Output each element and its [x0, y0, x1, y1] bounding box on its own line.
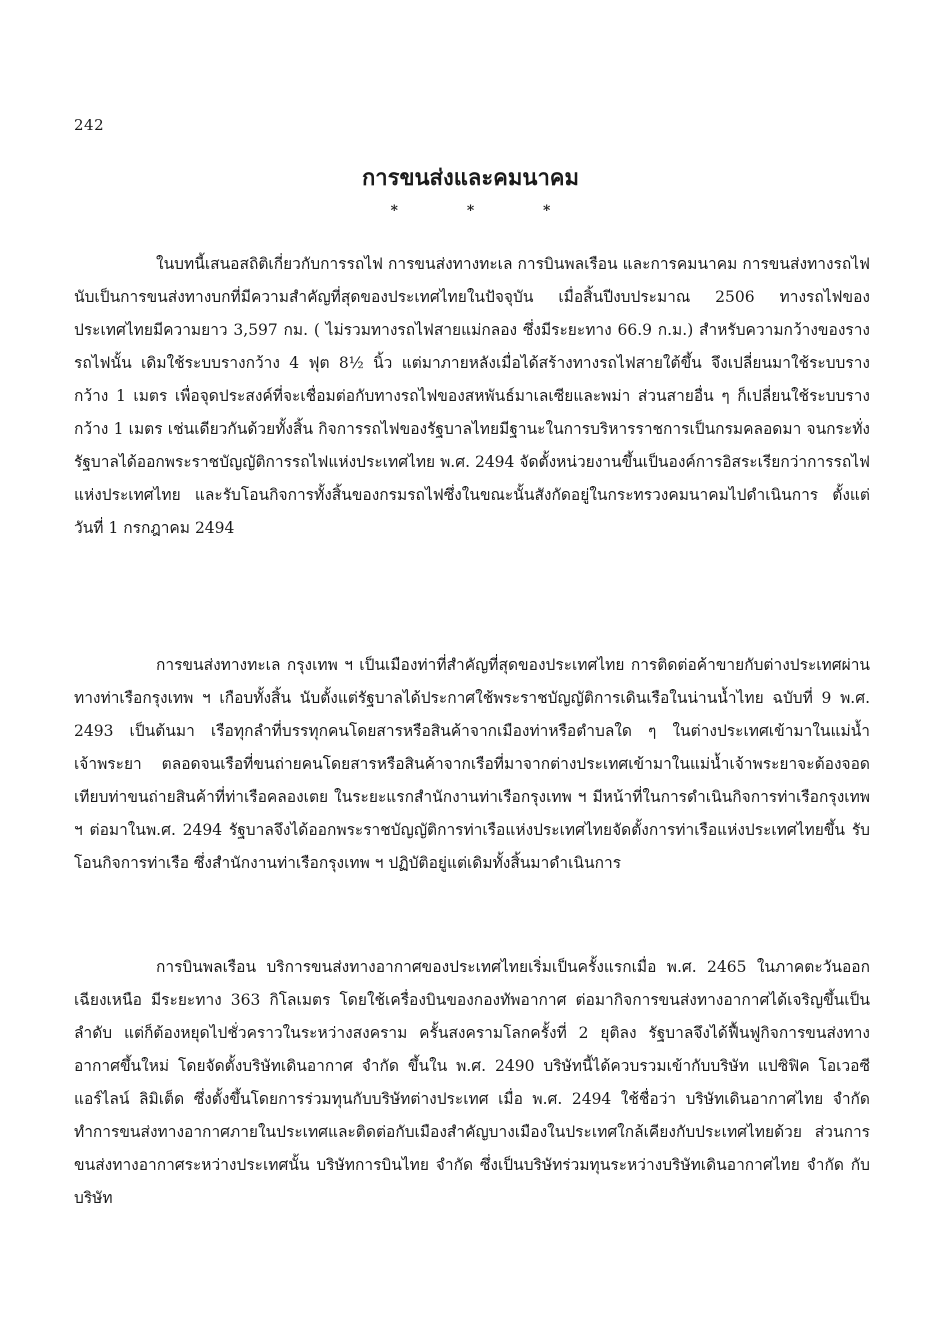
paragraph-text: การขนส่งทางทะเล กรุงเทพ ฯ เป็นเมืองท่าที่สำคัญที่สุดของประเทศไทย การติดต่อค้าขายกับต่างประเทศผ่านทางท่าเรือกรุงเทพ ฯ เกือบทั้งสิ้น นับตั้งแต่รัฐบาลได้ประกาศใช้พระราชบัญญัติการเดินเรือในน่านน้ำไทย ฉบับที่ 9 พ.ศ. 2493 เป็นต้นมา เรือทุกลำที่บรรทุกคนโดยสารหรือสินค้าจากเมืองท่าหรือตำบลใด ๆ ในต่างประเทศเข้ามาในแม่น้ำเจ้าพระยา ตลอดจนเรือที่ขนถ่ายคนโดยสารหรือสินค้าจากเรือที่มาจากต่างประเทศเข้ามาในแม่น้ำเจ้าพระยาจะต้องจอดเทียบท่าขนถ่ายสินค้าที่ท่าเรือคลองเตย ในระยะแรกสำนักงานท่าเรือกรุงเทพ ฯ มีหน้าที่ในการดำเนินกิจการท่าเรือกรุงเทพ ฯ ต่อมาในพ.ศ. 2494 รัฐบาลจึงได้ออกพระราชบัญญัติการท่าเรือแห่งประเทศไทยจัดตั้งการท่าเรือแห่งประเทศไทยขึ้น รับโอนกิจการท่าเรือ ซึ่งสำนักงานท่าเรือกรุงเทพ ฯ ปฏิบัติอยู่แต่เดิมทั้งสิ้นมาดำเนินการ	[74, 656, 870, 872]
page-title: การขนส่งและคมนาคม	[361, 165, 580, 191]
separator-stars: * * *	[390, 203, 583, 219]
paragraph-railway	[74, 248, 870, 545]
page-number: 242	[74, 116, 105, 134]
paragraph-text: ในบทนี้เสนอสถิติเกี่ยวกับการรถไฟ การขนส่งทางทะเล การบินพลเรือน และการคมนาคม การขนส่งทางรถไฟนับเป็นการขนส่งทางบกที่มีความสำคัญที่สุดของประเทศไทยในปัจจุบัน เมื่อสิ้นปีงบประมาณ 2506 ทางรถไฟของประเทศไทยมีความยาว 3,597 กม. ( ไม่รวมทางรถไฟสายแม่กลอง ซึ่งมีระยะทาง 66.9 ก.ม.) สำหรับความกว้างของรางรถไฟนั้น เดิมใช้ระบบรางกว้าง 4 ฟุต 8½ นิ้ว แต่มาภายหลังเมื่อได้สร้างทางรถไฟสายใต้ขึ้น จึงเปลี่ยนมาใช้ระบบรางกว้าง 1 เมตร เพื่อจุดประสงค์ที่จะเชื่อมต่อกับทางรถไฟของสหพันธ์มาเลเซียและพม่า ส่วนสายอื่น ๆ ก็เปลี่ยนใช้ระบบรางกว้าง 1 เมตร เช่นเดียวกันด้วยทั้งสิ้น กิจการรถไฟของรัฐบาลไทยมีฐานะในการบริหารราชการเป็นกรมคลอดมา จนกระทั่งรัฐบาลได้ออกพระราชบัญญัติการรถไฟแห่งประเทศไทย พ.ศ. 2494 จัดตั้งหน่วยงานขึ้นเป็นองค์การอิสระเรียกว่าการรถไฟแห่งประเทศไทย และรับโอนกิจการทั้งสิ้นของกรมรถไฟซึ่งในขณะนั้นสังกัดอยู่ในกระทรวงคมนาคมไปดำเนินการ ตั้งแต่วันที่ 1 กรกฎาคม 2494	[74, 255, 870, 537]
paragraph-civil-aviation	[74, 951, 870, 1215]
paragraph-text: การบินพลเรือน บริการขนส่งทางอากาศของประเทศไทยเริ่มเป็นครั้งแรกเมื่อ พ.ศ. 2465 ในภาคตะวันออกเฉียงเหนือ มีระยะทาง 363 กิโลเมตร โดยใช้เครื่องบินของกองทัพอากาศ ต่อมากิจการขนส่งทางอากาศได้เจริญขึ้นเป็นลำดับ แต่ก็ต้องหยุดไปชั่วคราวในระหว่างสงคราม ครั้นสงครามโลกครั้งที่ 2 ยุติลง รัฐบาลจึงได้ฟื้นฟูกิจการขนส่งทางอากาศขึ้นใหม่ โดยจัดตั้งบริษัทเดินอากาศ จำกัด ขึ้นใน พ.ศ. 2490 บริษัทนี้ได้ควบรวมเข้ากับบริษัท แปซิฟิค โอเวอซี แอร์ไลน์ ลิมิเต็ด ซึ่งตั้งขึ้นโดยการร่วมทุนกับบริษัทต่างประเทศ เมื่อ พ.ศ. 2494 ใช้ชื่อว่า บริษัทเดินอากาศไทย จำกัด ทำการขนส่งทางอากาศภายในประเทศและติดต่อกับเมืองสำคัญบางเมืองในประเทศใกล้เคียงกับประเทศไทยด้วย ส่วนการขนส่งทางอากาศระหว่างประเทศนั้น บริษัทการบินไทย จำกัด ซึ่งเป็นบริษัทร่วมทุนระหว่างบริษัทเดินอากาศไทย จำกัด กับบริษัท	[74, 958, 870, 1207]
paragraph-sea-transport	[74, 649, 870, 880]
